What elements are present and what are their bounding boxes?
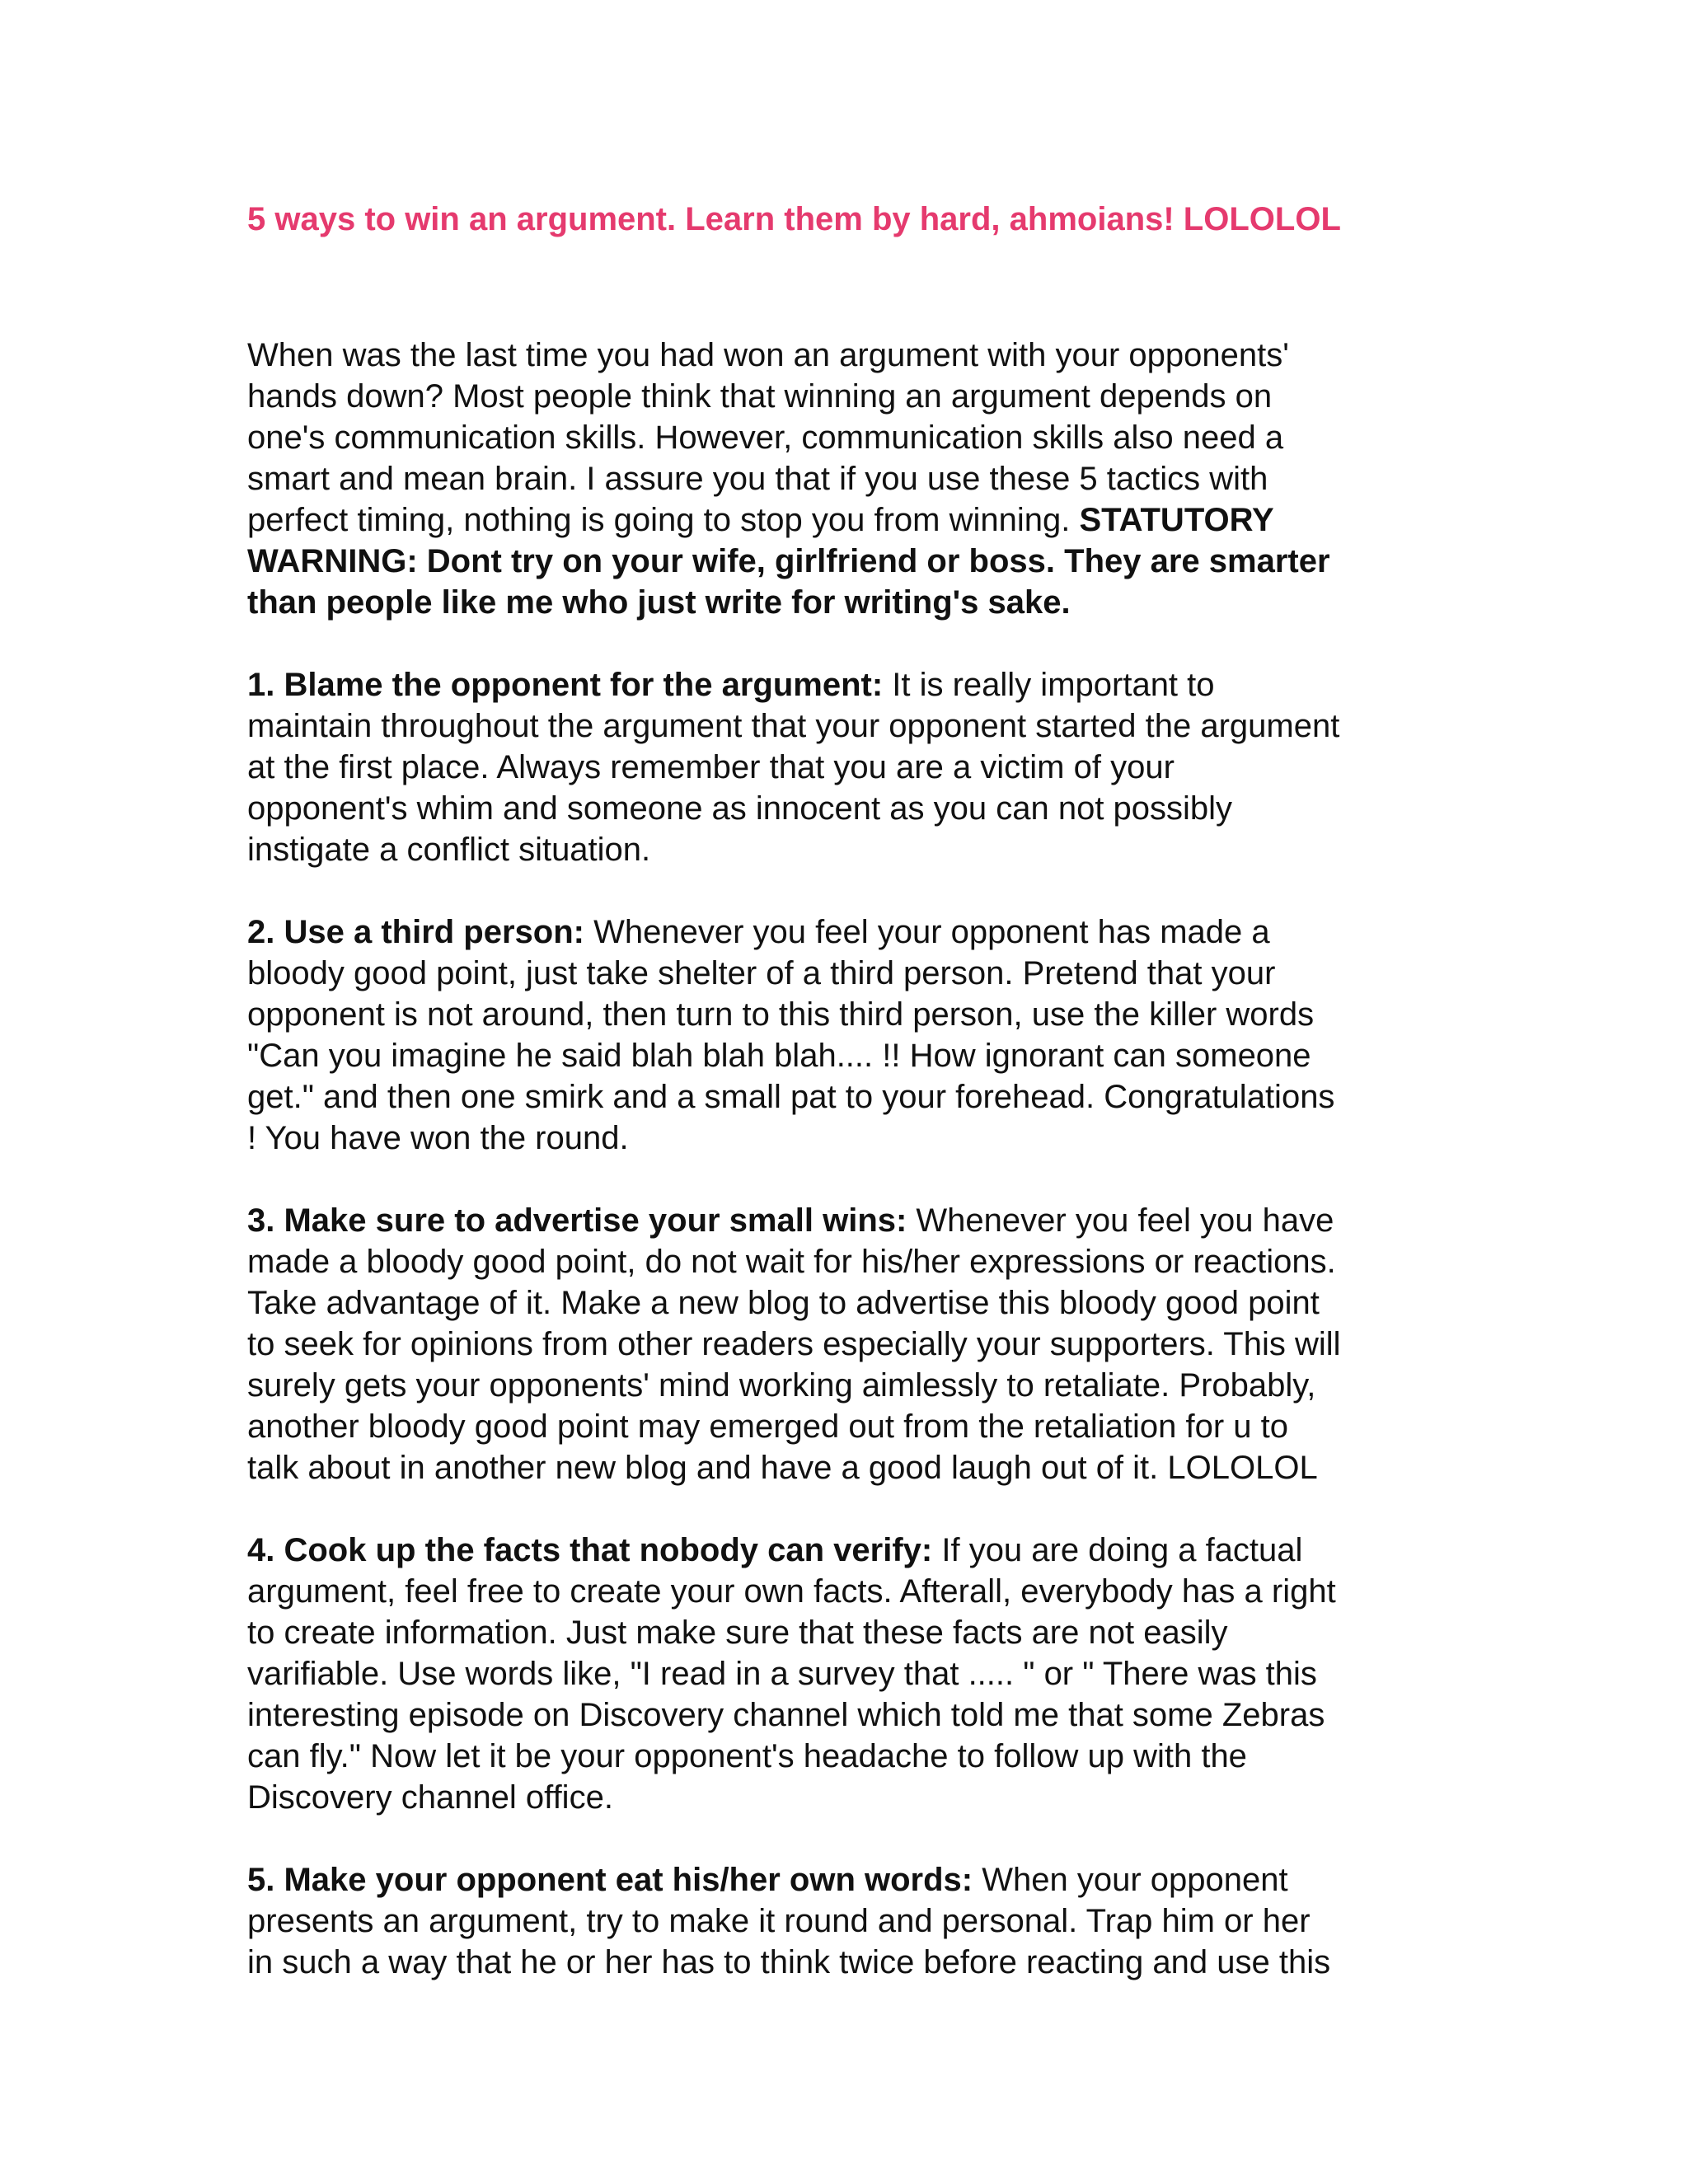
- warning-text: WARNING: Dont try on your wife, girlfriend or boss. They are smarter: [247, 543, 1330, 579]
- tactic-5-paragraph: [247, 1859, 1459, 1983]
- page-title: 5 ways to win an argument. Learn them by hard, ahmoians! LOLOLOL: [247, 201, 1341, 237]
- tactic-2-paragraph: [247, 912, 1459, 1159]
- tactic-line: 5. Make your opponent eat his/her own words: When your opponent: [247, 1862, 1288, 1898]
- tactic-line: to create information. Just make sure that these facts are not easily: [247, 1615, 1228, 1651]
- intro-line: [247, 582, 1459, 623]
- tactic-line: can fly." Now let it be your opponent's headache to follow up with the: [247, 1738, 1247, 1774]
- tactic-line: at the first place. Always remember that you are a victim of your: [247, 749, 1175, 785]
- tactic-4-paragraph: [247, 1530, 1459, 1818]
- intro-paragraph: [247, 335, 1459, 623]
- tactic-line: "Can you imagine he said blah blah blah.... !! How ignorant can someone: [247, 1038, 1311, 1074]
- tactic-line: 3. Make sure to advertise your small wins: Whenever you feel you have: [247, 1202, 1334, 1239]
- tactic-line: 4. Cook up the facts that nobody can verify: If you are doing a factual: [247, 1532, 1303, 1568]
- tactic-line: argument, feel free to create your own facts. Afterall, everybody has a right: [247, 1573, 1336, 1610]
- tactic-line: ! You have won the round.: [247, 1120, 629, 1156]
- document-content: [247, 194, 1459, 2024]
- intro-line: one's communication skills. However, communication skills also need a: [247, 419, 1284, 456]
- intro-line: When was the last time you had won an argument with your opponents': [247, 337, 1289, 373]
- tactic-heading: 4. Cook up the facts that nobody can verify:: [247, 1532, 933, 1568]
- tactic-line: maintain throughout the argument that your opponent started the argument: [247, 708, 1340, 744]
- tactic-3-paragraph: [247, 1200, 1459, 1488]
- tactic-line: opponent's whim and someone as innocent as you can not possibly: [247, 790, 1233, 827]
- tactic-heading: 5. Make your opponent eat his/her own words:: [247, 1862, 973, 1898]
- tactic-line: presents an argument, try to make it round and personal. Trap him or her: [247, 1903, 1311, 1939]
- tactic-heading: 2. Use a third person:: [247, 914, 584, 950]
- tactic-heading: 1. Blame the opponent for the argument:: [247, 667, 884, 703]
- tactic-line: made a bloody good point, do not wait for his/her expressions or reactions.: [247, 1244, 1336, 1280]
- tactic-line: to seek for opinions from other readers especially your supporters. This will: [247, 1326, 1341, 1362]
- intro-line: perfect timing, nothing is going to stop you from winning. STATUTORY: [247, 502, 1274, 538]
- tactic-line: another bloody good point may emerged out from the retaliation for u to: [247, 1408, 1288, 1445]
- tactic-line: Take advantage of it. Make a new blog to advertise this bloody good point: [247, 1285, 1320, 1321]
- tactic-line: 1. Blame the opponent for the argument: It is really important to: [247, 667, 1215, 703]
- title-spacer: [247, 244, 1459, 335]
- tactic-line: surely gets your opponents' mind working aimlessly to retaliate. Probably,: [247, 1367, 1316, 1404]
- warning-text: than people like me who just write for writing's sake.: [247, 584, 1071, 621]
- tactic-line: opponent is not around, then turn to this third person, use the killer words: [247, 996, 1315, 1033]
- tactic-line: instigate a conflict situation.: [247, 832, 651, 868]
- tactic-line: 2. Use a third person: Whenever you feel your opponent has made a: [247, 914, 1270, 950]
- tactic-line: interesting episode on Discovery channel which told me that some Zebras: [247, 1697, 1325, 1733]
- tactic-heading: 3. Make sure to advertise your small wins:: [247, 1202, 907, 1239]
- tactic-line: Discovery channel office.: [247, 1779, 613, 1816]
- tactic-line: bloody good point, just take shelter of a third person. Pretend that your: [247, 955, 1276, 991]
- tactic-line: in such a way that he or her has to think twice before reacting and use this: [247, 1944, 1331, 1980]
- intro-line: hands down? Most people think that winning an argument depends on: [247, 378, 1273, 415]
- tactic-line: get." and then one smirk and a small pat to your forehead. Congratulations: [247, 1079, 1335, 1115]
- intro-line: smart and mean brain. I assure you that if you use these 5 tactics with: [247, 461, 1268, 497]
- intro-line: [247, 541, 1459, 582]
- warning-text: STATUTORY: [1079, 502, 1274, 538]
- tactic-line: talk about in another new blog and have a good laugh out of it. LOLOLOL: [247, 1450, 1318, 1486]
- tactic-1-paragraph: [247, 664, 1459, 870]
- tactic-line: varifiable. Use words like, "I read in a survey that ..... " or " There was this: [247, 1656, 1317, 1692]
